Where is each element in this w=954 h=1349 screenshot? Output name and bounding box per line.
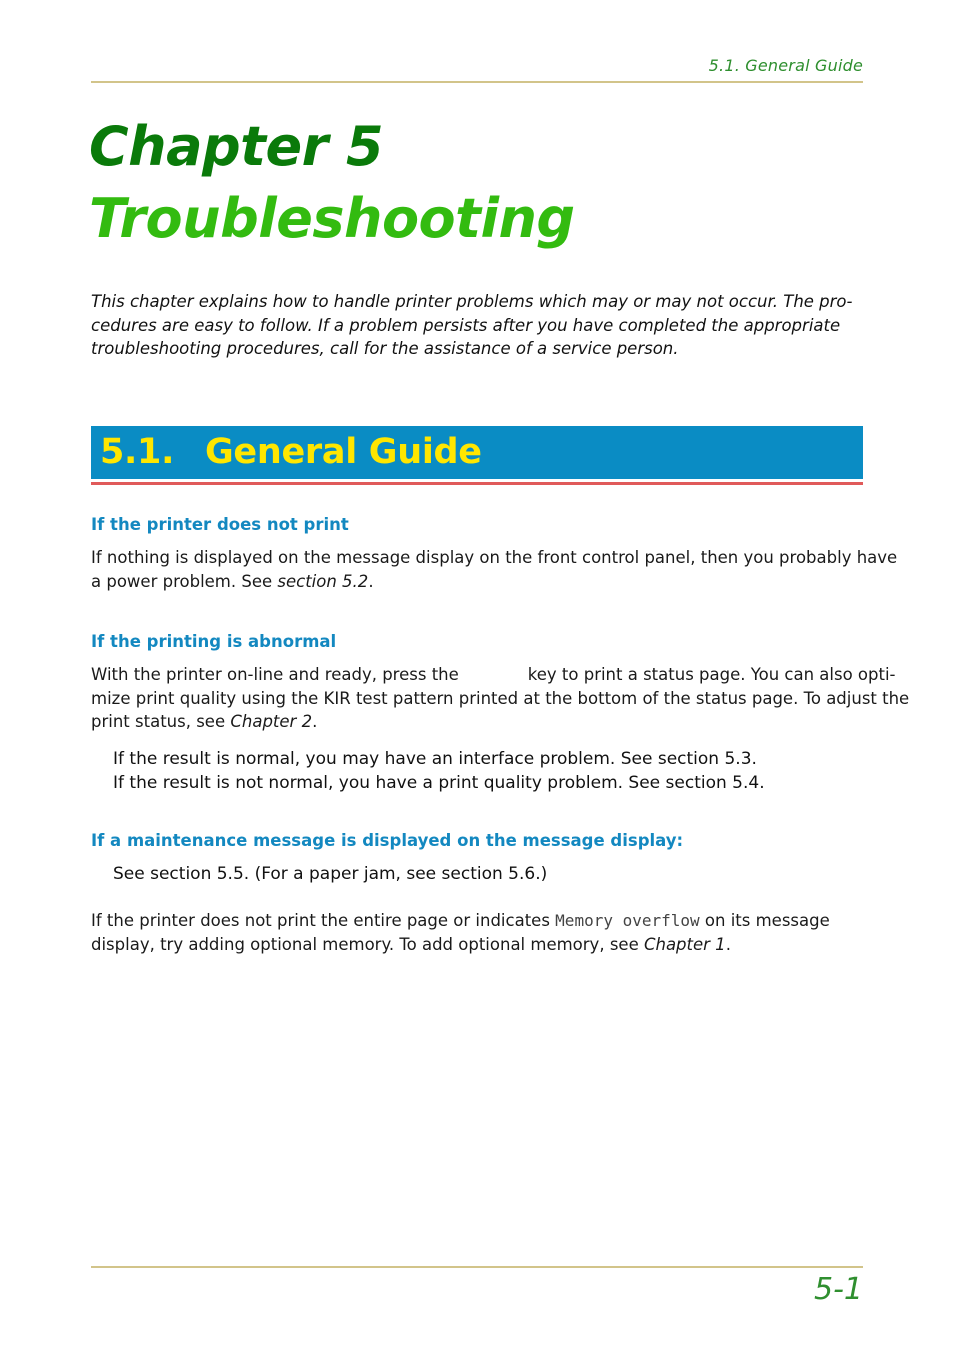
text-run: With the printer on-line and ready, press the	[91, 665, 459, 684]
text-run: .	[725, 934, 731, 954]
page-number: 5-1	[814, 1272, 863, 1307]
paragraph-not-print	[91, 546, 898, 593]
text-run: If the printer does not print the entire page or indicates	[91, 911, 550, 930]
result-list	[113, 748, 863, 795]
chapter-title: Troubleshooting	[89, 187, 575, 250]
display-message: Memory overflow	[555, 911, 700, 930]
result-not-normal: If the result is not normal, you have a print quality problem. See section 5.4.	[113, 772, 765, 793]
section-title: General Guide	[205, 432, 482, 472]
intro-line: This chapter explains how to handle printer problems which may or may not occur. The pro-	[91, 292, 853, 311]
text-run: .	[368, 571, 374, 591]
maintenance-see	[113, 863, 863, 887]
cross-reference-link[interactable]: Chapter 1	[643, 934, 726, 954]
text-run: key to print a status page. You can also opti-	[527, 665, 896, 684]
intro-line: cedures are easy to follow. If a problem persists after you have completed the appropriate	[91, 315, 841, 335]
paragraph-line: If nothing is displayed on the message display on the front control panel, then you probably have	[91, 548, 898, 567]
footer-rule	[91, 1266, 863, 1268]
intro-line: troubleshooting procedures, call for the assistance of a service person.	[91, 339, 679, 358]
paragraph-memory	[91, 909, 863, 956]
text-run: .	[312, 712, 318, 731]
text-run: display, try adding optional memory. To add optional memory, see	[91, 934, 644, 954]
cross-reference-link[interactable]: section 5.2	[277, 571, 369, 591]
subheading-maintenance: If a maintenance message is displayed on the message display:	[91, 831, 684, 850]
paragraph-line	[91, 663, 896, 687]
maintenance-see-line: See section 5.5. (For a paper jam, see section 5.6.)	[113, 864, 548, 884]
paragraph-line	[91, 570, 863, 594]
text-run: a power problem. See	[91, 571, 278, 591]
cross-reference-link[interactable]: Chapter 2	[230, 712, 313, 731]
section-heading-bar	[91, 426, 863, 479]
chapter-number: Chapter 5	[89, 115, 384, 178]
subheading-abnormal: If the printing is abnormal	[91, 632, 337, 651]
chapter-intro	[91, 290, 863, 361]
header-rule	[91, 81, 863, 83]
paragraph-line	[91, 933, 863, 957]
paragraph-line	[91, 710, 863, 734]
subheading-not-print: If the printer does not print	[91, 515, 349, 534]
text-run: print status, see	[91, 712, 231, 731]
text-run: on its message	[704, 911, 830, 930]
section-rule	[91, 482, 863, 485]
running-header: 5.1. General Guide	[708, 56, 863, 75]
paragraph-line: mize print quality using the KIR test pattern printed at the bottom of the status page. To adjust the	[91, 688, 910, 708]
paragraph-abnormal	[91, 663, 910, 734]
section-number: 5.1.	[100, 432, 175, 472]
paragraph-line	[91, 909, 863, 933]
result-normal: If the result is normal, you may have an interface problem. See section 5.3.	[113, 749, 757, 769]
